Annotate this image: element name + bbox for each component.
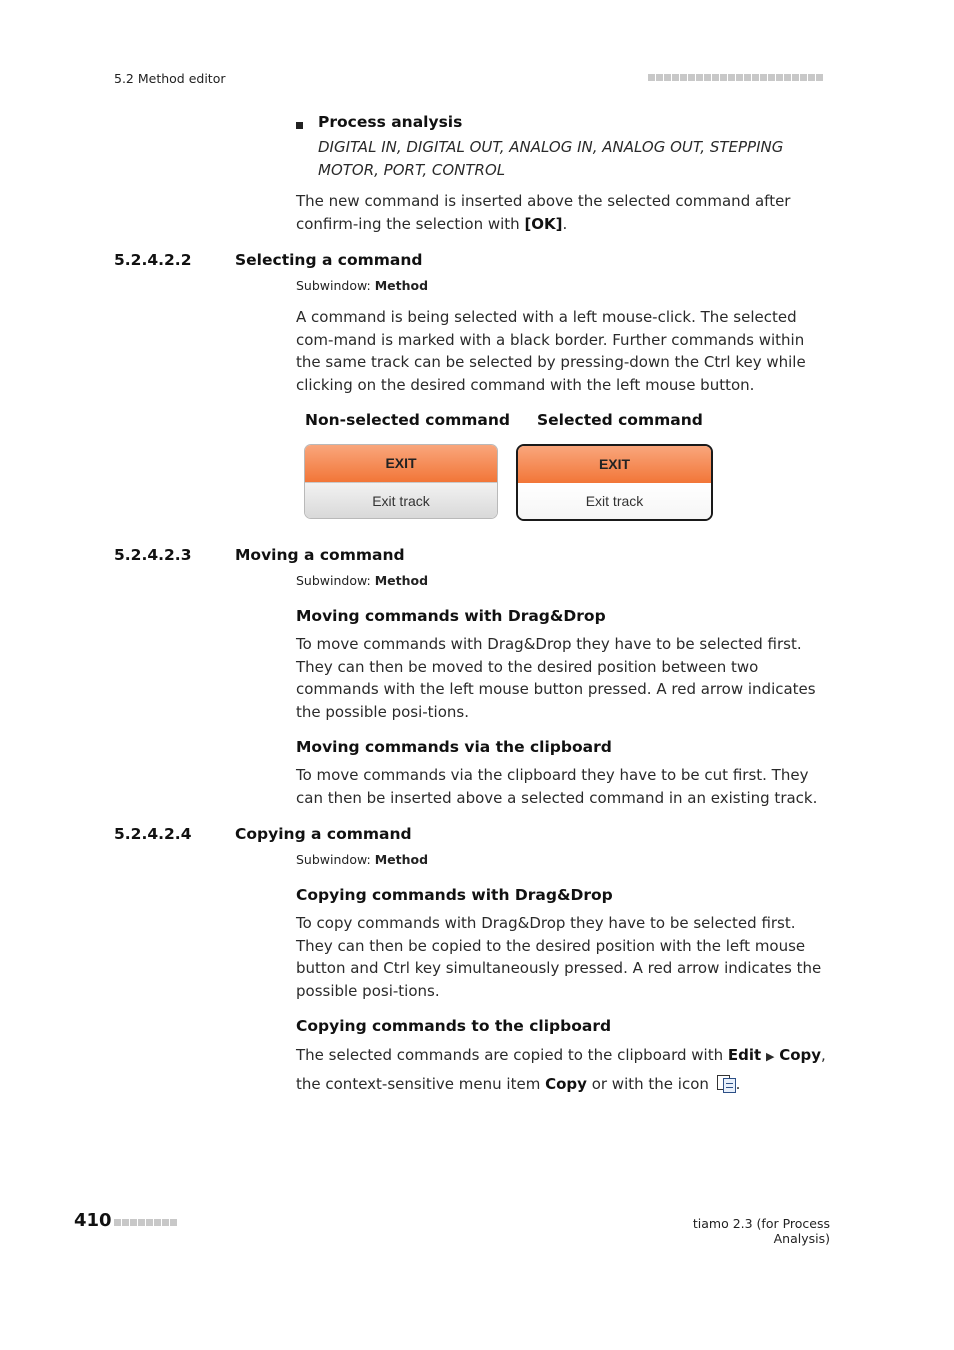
subheading: Copying commands to the clipboard bbox=[296, 1017, 612, 1035]
intro-paragraph: The new command is inserted above the selected command after confirm-ing the selection with [OK]. bbox=[296, 192, 791, 233]
figure-label-selected: Selected command bbox=[537, 411, 703, 429]
section-title: Selecting a command bbox=[235, 251, 423, 269]
bullet-items-line1: DIGITAL IN, DIGITAL OUT, ANALOG IN, ANALOG OUT, STEPPING bbox=[318, 138, 784, 156]
section-title: Copying a command bbox=[235, 825, 412, 843]
footer-decoration bbox=[114, 1219, 177, 1226]
section-number: 5.2.4.2.2 bbox=[114, 251, 192, 269]
page-number: 410 bbox=[74, 1210, 112, 1231]
header-decoration bbox=[648, 74, 823, 81]
intro-text: The new command is inserted above the selected command after confirm-ing the selection with bbox=[296, 192, 791, 233]
bullet-title: Process analysis bbox=[318, 113, 463, 131]
menu-copy: Copy bbox=[779, 1046, 822, 1064]
context-menu-copy: Copy bbox=[545, 1074, 587, 1093]
section-number: 5.2.4.2.4 bbox=[114, 825, 192, 843]
paragraph: The selected commands are copied to the clipboard with Edit ▶ Copy, the context-sensitive menu item Copy or with the icon . bbox=[296, 1046, 826, 1093]
figure-label-non-selected: Non-selected command bbox=[305, 411, 510, 429]
command-track: Exit track bbox=[518, 483, 711, 519]
copy-icon bbox=[716, 1074, 736, 1092]
command-track: Exit track bbox=[305, 482, 497, 519]
subheading: Moving commands via the clipboard bbox=[296, 738, 612, 756]
paragraph: To move commands via the clipboard they have to be cut first. They can then be inserted above a selected command in an existing track. bbox=[296, 766, 818, 807]
selecting-paragraph: A command is being selected with a left mouse-click. The selected com-mand is marked with a black border. Further commands within the same track can be selected by pressing-down the Ctrl key while clicking on the desired command with the left mouse button. bbox=[296, 308, 806, 394]
subheading: Copying commands with Drag&Drop bbox=[296, 886, 613, 904]
product-name: tiamo 2.3 (for Process Analysis) bbox=[692, 1216, 830, 1246]
menu-edit: Edit bbox=[727, 1046, 762, 1064]
command-name: EXIT bbox=[518, 446, 711, 483]
subheading: Moving commands with Drag&Drop bbox=[296, 607, 606, 625]
selected-command-image bbox=[516, 444, 713, 521]
command-name: EXIT bbox=[305, 445, 497, 482]
running-header: 5.2 Method editor bbox=[114, 71, 226, 86]
section-title: Moving a command bbox=[235, 546, 405, 564]
menu-arrow: ▶ bbox=[765, 1050, 775, 1063]
section-number: 5.2.4.2.3 bbox=[114, 546, 192, 564]
subwindow-note: Subwindow: Method bbox=[296, 573, 429, 588]
ok-button-reference: [OK] bbox=[524, 214, 563, 233]
non-selected-command-image bbox=[304, 444, 498, 519]
subwindow-note: Subwindow: Method bbox=[296, 278, 429, 293]
bullet-items bbox=[318, 136, 818, 181]
bullet-marker bbox=[296, 122, 303, 129]
paragraph: To copy commands with Drag&Drop they have to be selected first. They can then be copied to the desired position with the left mouse button and Ctrl key simultaneously pressed. A red arrow indicates the possible posi-tions. bbox=[296, 914, 822, 1000]
bullet-items-line2: MOTOR, PORT, CONTROL bbox=[318, 160, 506, 179]
paragraph: To move commands with Drag&Drop they have to be selected first. They can then be moved to the desired position between two commands with the left mouse button pressed. A red arrow indicates the possible posi-tions. bbox=[296, 635, 816, 721]
subwindow-note: Subwindow: Method bbox=[296, 852, 429, 867]
